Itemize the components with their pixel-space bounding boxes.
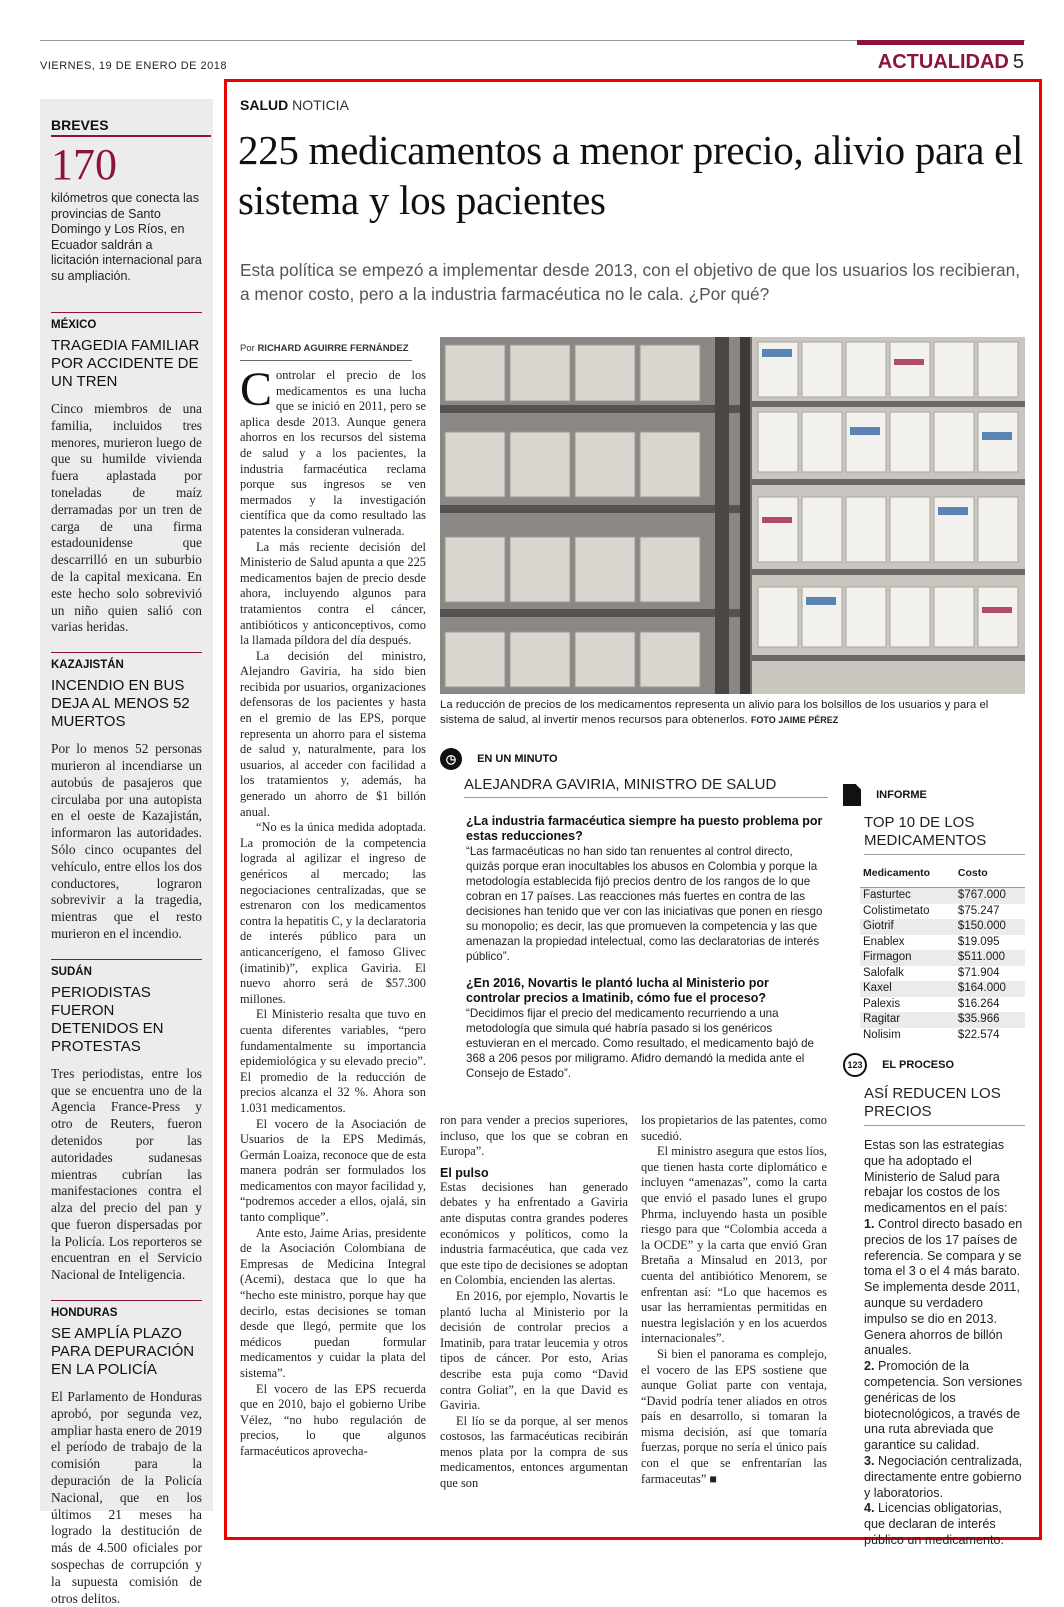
byline — [240, 343, 412, 361]
article-deck: Esta política se empezó a implementar desde 2013, con el objetivo de que los usuarios los recibieran, a menor costo, pero a la industria farmacéutica no le cala. ¿Por qué? — [240, 260, 1021, 304]
article-column-3 — [641, 1113, 827, 1513]
medicine-name: Enablex — [863, 935, 905, 948]
pharmacy-shelves-photo — [440, 337, 1025, 694]
medicine-cost: $71.904 — [957, 966, 1000, 979]
article-paragraph: ron para vender a precios superiores, incluso, que los que se cobran en Europa”. — [440, 1113, 628, 1159]
kicker-section: SALUD — [240, 97, 289, 113]
sidebar-title: BREVES — [51, 117, 211, 137]
proceso-step: 4. Licencias obligatorias, que declaran de interés público un medicamento. — [864, 1501, 1005, 1547]
brief-headline: TRAGEDIA FAMILIAR POR ACCIDENTE DE UN TREN — [51, 337, 200, 390]
article-column-1 — [240, 363, 426, 1518]
answer: “Decidimos fijar el precio del medicamento recurriendo a una metodología que simula qué habría pasado si los genéricos estuvieran en el mercado. Como resultado, el medicamento bajó de 368 a 206 pesos por miligramo. Afidro demandó la medida ante el Consejo de Estado”. — [466, 1007, 815, 1080]
table-row — [860, 919, 1025, 935]
numbered-list-icon: 123 — [843, 1053, 867, 1077]
qa-item — [466, 976, 826, 1081]
table-row — [860, 1028, 1025, 1044]
table-row — [860, 950, 1025, 966]
medicine-name: Kaxel — [860, 981, 955, 997]
brief-headline: SE AMPLÍA PLAZO PARA DEPURACIÓN EN LA POLICÍA — [51, 1325, 195, 1379]
brief-item — [51, 959, 202, 1284]
medicine-name: Salofalk — [863, 966, 904, 979]
drop-cap: C — [240, 363, 273, 416]
table-row — [860, 1012, 1025, 1028]
article-paragraph: El Ministerio resalta que tuvo en cuenta diferentes variables, “pero fundamentalmente su importancia epidemiológica y su elevado precio”. El promedio de la reducción de precios alcanza el 32 %. Ahora son 1.031 medicamentos. — [240, 1007, 426, 1115]
brief-body: Cinco miembros de una familia, incluidos tres menores, murieron luego de que su humilde vivienda fuera aplastada por toneladas de maíz derramadas por un tren de carga de una firma estadounidense que descarrilló en un suburbio de la capital mexicana. En este hecho solo sobrevivió un niño quien salió con varias heridas. — [51, 401, 202, 635]
answer: “Las farmacéuticas no han sido tan renuentes al control directo, quizás porque eran inocultables los abusos en Colombia y porque la metodología establecida fijó precios dentro de los rangos de lo que cobran en 17 países. Las reacciones más fuertes en contra de las decisiones han tenido que ver con las iniciativas que ponen en riesgo su monopolio; es decir, las que promueven la competencia y las que amenazan la propiedad intelectual, como las declaratorias de interés público”. — [466, 845, 823, 963]
en-un-minuto-box — [440, 748, 828, 1081]
article-paragraph: El vocero de las EPS recuerda que en 2010, bajo el gobierno Uribe Vélez, “no hubo regulación de precios, lo que algunos farmacéuticos aprovecha- — [240, 1381, 426, 1458]
medicine-name: Nolisim — [863, 1028, 901, 1041]
el-proceso-box — [843, 1053, 1025, 1549]
article-paragraph: La decisión del ministro, Alejandro Gaviria, ha sido bien recibida por usuarios, organizaciones defensoras de los pacientes y hasta en el gremio de las EPS, porque representa un ahorro para el sistema de salud y, naturalmente, para los usuarios, al acceder con facilidad a los tratamientos y, además, ha generado un ahorro de $1 billón anual. — [240, 648, 426, 819]
page-number: 5 — [1012, 51, 1024, 73]
table-row — [860, 904, 1025, 920]
sidebar-big-text: kilómetros que conecta las provincias de Santo Domingo y Los Ríos, en Ecuador saldrán a licitación internacional para su ampliación. — [51, 191, 202, 283]
medicine-name: Giotrif — [860, 919, 955, 935]
proceso-title: ASÍ REDUCEN LOS PRECIOS — [864, 1085, 1025, 1126]
question: ¿En 2016, Novartis le plantó lucha al Ministerio por controlar precios a Imatinib, cómo fue el proceso? — [466, 976, 769, 1005]
photo-illustration — [440, 337, 1025, 694]
brief-country: SUDÁN — [51, 965, 92, 978]
medicine-name: Palexis — [863, 997, 901, 1010]
brief-headline: PERIODISTAS FUERON DETENIDOS EN PROTESTAS — [51, 983, 164, 1055]
brief-country: KAZAJISTÁN — [51, 659, 124, 672]
sidebar-big-number: 170 — [51, 140, 117, 189]
medicine-cost: $150.000 — [955, 919, 1025, 935]
issue-date: VIERNES, 19 DE ENERO DE 2018 — [40, 60, 228, 72]
column-header-cost: Costo — [955, 865, 1025, 888]
article-paragraph: Ante esto, Jaime Arias, presidente de la Asociación Colombiana de Empresas de Medicina Integral (Acemi), destaca que lo que ha “hecho este ministro, porque hay que decirlo, estas decisiones se toman desde que llegó, permite que los médicos puedan formular medicamentos y cuidar la plata del sistema”. — [240, 1225, 426, 1380]
proceso-label: EL PROCESO — [882, 1059, 955, 1071]
article-paragraph: los propietarios de las patentes, como sucedió. — [641, 1113, 827, 1143]
byline-author: RICHARD AGUIRRE FERNÁNDEZ — [257, 343, 409, 354]
article-paragraph: Si bien el panorama es complejo, el vocero de las EPS sostiene que aunque Goliat parte con ventaja, “David podría tener aliados en otros país en desarrollo, si tomaran la misma decisión, así que tomaría fuerzas, porque no sería el único país con el que se enfrentarían las farmaceutas” ■ — [641, 1346, 827, 1486]
breves-sidebar — [40, 99, 213, 1606]
medicine-cost: $16.264 — [957, 997, 1000, 1010]
photo-caption — [440, 698, 1030, 728]
medicine-cost: $767.000 — [955, 888, 1025, 904]
minute-title: ALEJANDRA GAVIRIA, MINISTRO DE SALUD — [464, 776, 828, 798]
article-kicker — [240, 97, 349, 113]
proceso-step: 1. Control directo basado en precios de los 17 países de referencia. Se compara y se toma el 3 o el 4 más barato. Se implementa desde 2011, aunque su verdadero impulso se dio en 2013. Genera ahorros de billón anuales. — [864, 1216, 1023, 1358]
question: ¿La industria farmacéutica siempre ha puesto problema por estas reducciones? — [466, 814, 823, 843]
medicine-cost: $75.247 — [957, 904, 1000, 917]
brief-country: MÉXICO — [51, 319, 97, 331]
table-row — [860, 966, 1025, 982]
article-paragraph: El lío se da porque, al ser menos costosos, las farmacéuticas recibirán menos plata por la compra de sus medicamentos, entonces argumentan que son — [440, 1413, 628, 1491]
photo-credit: FOTO JAIME PÉREZ — [750, 715, 839, 725]
article-column-2 — [440, 1113, 628, 1513]
proceso-intro: Estas son las estrategias que ha adoptado el Ministerio de Salud para rebajar los costos de los medicamentos en el país: — [864, 1138, 1008, 1216]
column-header-medicine: Medicamento — [860, 865, 955, 888]
table-row — [860, 888, 1025, 904]
medicine-cost: $511.000 — [955, 950, 1025, 966]
brief-headline: INCENDIO EN BUS DEJA AL MENOS 52 MUERTOS — [51, 677, 190, 731]
medicine-name: Colistimetato — [863, 904, 930, 917]
clock-icon: ◷ — [440, 748, 462, 770]
article-headline: 225 medicamentos a menor precio, alivio para el sistema y los pacientes — [238, 127, 1024, 223]
proceso-step: 3. Negociación centralizada, directamente entre gobierno y laboratorios. — [864, 1453, 1023, 1500]
brief-body: Tres periodistas, entre los que se encuentra uno de la Agencia France-Press y otro de Reuters, fueron detenidos por las autoridades sudanesas mientras cubrían las manifestaciones contra el alza del precio del pan y que fueron dispersadas por la Policía. Los reporteros se encuentran en el Servicio Nacional de Inteligencia. — [51, 1065, 202, 1283]
medicine-cost: $19.095 — [957, 935, 1000, 948]
medicine-cost: $35.966 — [955, 1012, 1025, 1028]
informe-title: TOP 10 DE LOS MEDICAMENTOS — [864, 814, 1025, 855]
informe-box — [843, 784, 1025, 1043]
medicine-name: Ragitar — [860, 1012, 955, 1028]
minute-label: EN UN MINUTO — [477, 753, 558, 765]
proceso-body — [864, 1138, 1025, 1549]
brief-country: HONDURAS — [51, 1307, 118, 1320]
kicker-type: NOTICIA — [292, 97, 349, 113]
brief-body: El Parlamento de Honduras aprobó, por segunda vez, ampliar hasta enero de 2019 el período de trabajo de la comisión para la depuración de la Policía Nacional, que en los últimos 21 meses ha logrado la destitución de más de 4.500 oficiales por sospechas de corrupción y la supuesta comisión de otros delitos. — [51, 1389, 202, 1606]
byline-prefix: Por — [240, 343, 255, 354]
document-icon — [843, 784, 861, 806]
medicine-cost-table — [860, 865, 1025, 1043]
informe-label: INFORME — [876, 789, 927, 801]
table-row — [860, 997, 1025, 1013]
table-row — [860, 935, 1025, 951]
article-paragraph: “No es la única medida adoptada. La promoción de la competencia lograda al agilizar el ingreso de genéricos al mercado; las negociaciones centralizadas, que se estrenaron con los medicamentos contra la hepatitis C, y la declaratoria de interés público para un anticancerígeno, el famoso Glivec (imatinib)”, explica Gaviria. El nuevo ahorro será de $57.300 millones. — [240, 820, 426, 1006]
medicine-cost: $164.000 — [955, 981, 1025, 997]
medicine-name: Fasturtec — [860, 888, 955, 904]
section-header — [857, 40, 1024, 74]
brief-item — [51, 652, 202, 943]
article-subhead: El pulso — [440, 1165, 489, 1180]
medicine-name: Firmagon — [860, 950, 955, 966]
caption-text: La reducción de precios de los medicamentos representa un alivio para los bolsillos de los usuarios y para el sistema de salud, al invertir menos recursos para obtenerlos. — [440, 699, 989, 726]
brief-item — [51, 1300, 202, 1607]
article-paragraph: Estas decisiones han generado debates y ha enfrentado a Gaviria ante disputas contra grandes poderes económicos y políticos, como la industria farmacéutica, que cada vez que este tipo de decisiones se adoptan en Colombia, encienden las alertas. — [440, 1179, 628, 1288]
article-paragraph: En 2016, por ejemplo, Novartis le plantó lucha al Ministerio por la decisión de controlar precios a Imatinib, para tratar leucemia y otros tipos de cáncer. Por esto, Arias describe esta puja como “David contra Goliat”, en la que David es Gaviria. — [440, 1288, 628, 1413]
article-paragraph: La más reciente decisión del Ministerio de Salud apunta a que 225 medicamentos bajen de precio desde ahora, incluyendo algunos para tratamientos contra el cáncer, antibióticos y anticonceptivos, como la llamada píldora del día después. — [240, 539, 426, 648]
table-header-row — [860, 865, 1025, 888]
medicine-cost: $22.574 — [957, 1028, 1000, 1041]
article-paragraph: El vocero de la Asociación de Usuarios de la EPS Medimás, Germán Loaiza, reconoce que de esta manera podrán ser formulados los medicamentos con mayor facilidad y, “podremos acceder a ellos, ojalá, sin tanto complique”. — [240, 1116, 426, 1225]
section-name: ACTUALIDAD — [877, 51, 1009, 73]
proceso-step: 2. Promoción de la competencia. Son versiones genéricas de los biotecnológicos, a través de una ruta abreviada que garantice su calidad. — [864, 1359, 1023, 1453]
qa-item — [466, 814, 826, 964]
article-paragraph: El ministro asegura que estos líos, que tienen hasta corte diplomático e incluyen “amenazas”, como la carta que envió el pasado lunes el grupo Phrma, incluyendo hasta un posible riesgo para que “Colombia acceda a la OCDE” y la carta que envió Gran Bretaña a Minsalud en 2013, por cuenta del antibiótico Menorem, se enfrentan así: “Lo que hacemos es usar las herramientas permitidas en nuestra legislación y en los acuerdos internacionales”. — [641, 1144, 827, 1346]
table-row — [860, 981, 1025, 997]
article-paragraph: Controlar el precio de los medicamentos es una lucha que se inició en 2011, pero se aplica desde 2013. Aunque genera ahorros en los recursos del sistema de salud y a los pacientes, la industria farmacéutica reclama porque sus ingresos se ven mermados y la investigación científica que da como resultado las patentes la consideran vulnerada. — [240, 363, 426, 538]
brief-item — [51, 312, 202, 636]
brief-body: Por lo menos 52 personas murieron al incendiarse un autobús de pasajeros que circulaba por una autopista en el oeste de Kazajistán, informaron las autoridades. Sólo cinco ocupantes del vehículo, entre ellos los dos conductores, lograron sobrevivir a la tragedia, mientras que el resto murieron en el incendio. — [51, 741, 202, 941]
